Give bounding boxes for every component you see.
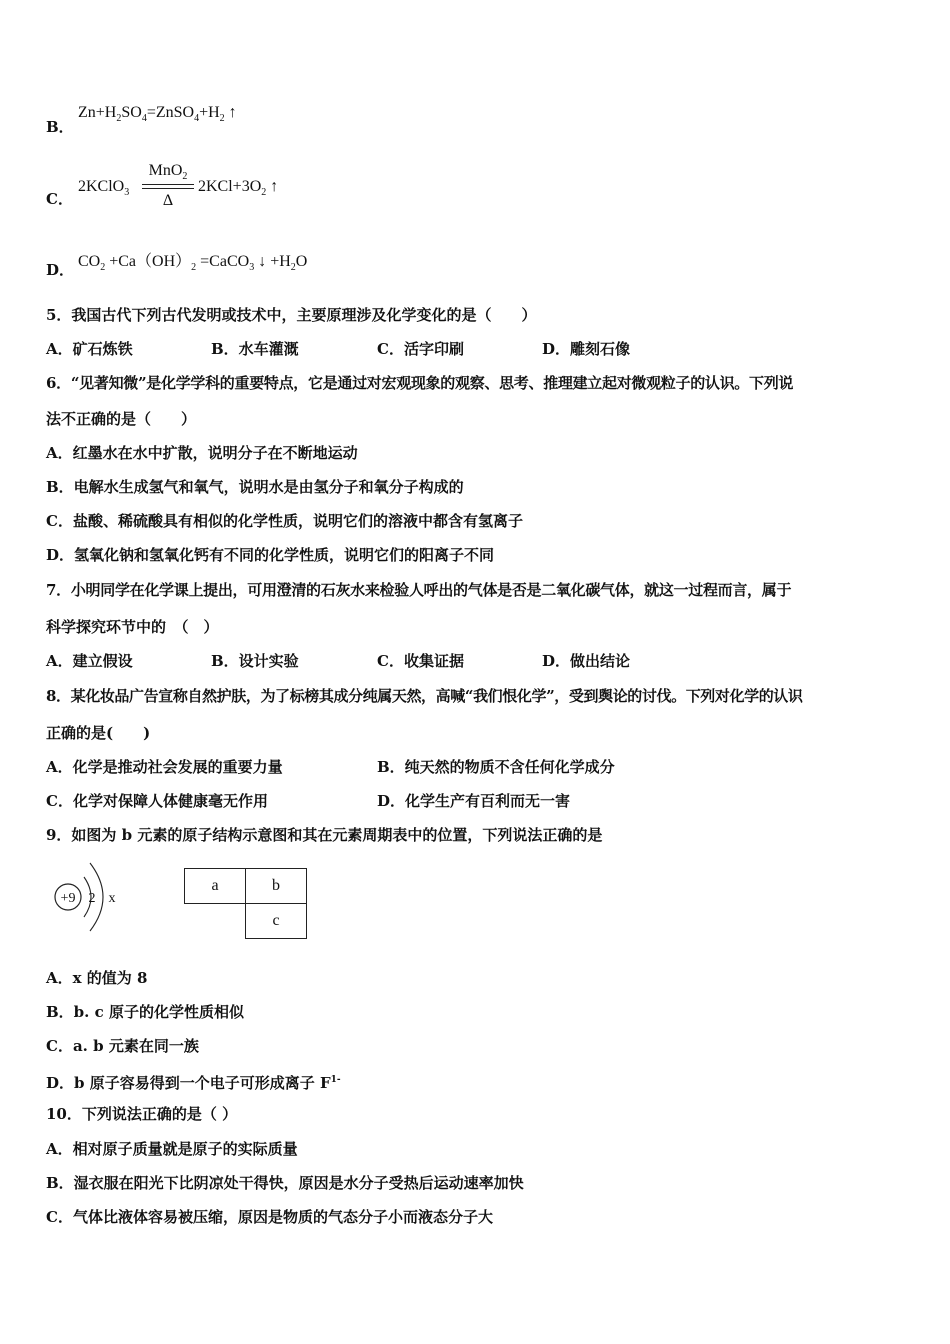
q6-stem-line1: 6．“见著知微”是化学学科的重要特点，它是通过对宏观现象的观察、思考、推理建立起对微观粒子的认识。下列说: [46, 374, 794, 392]
cell-c: c: [246, 904, 307, 939]
q4-option-c-label: C．: [46, 190, 73, 208]
shell2-electrons: x: [108, 891, 116, 906]
q6-option-b: B．电解水生成氢气和氧气，说明水是由氢分子和氧分子构成的: [46, 478, 464, 496]
cell-a: a: [185, 869, 246, 904]
q8-option-a: A．化学是推动社会发展的重要力量: [46, 758, 283, 776]
q9-option-d-sup: 1-: [330, 1075, 341, 1085]
q10-stem: 10．下列说法正确的是（ ）: [46, 1105, 238, 1123]
q9-option-d: D．b 原子容易得到一个电子可形成离子 F: [46, 1074, 331, 1092]
q4-option-c-products: $2KCl+3O_2$ ↑: [198, 178, 279, 199]
q5-option-a: A．矿石炼铁: [46, 340, 133, 358]
q7-option-b: B．设计实验: [211, 652, 299, 670]
periodic-table-fragment: [184, 868, 307, 939]
q4-option-c-equals-rule: [142, 184, 194, 189]
q9-option-d-wrap: [46, 1070, 341, 1093]
q10-option-a: A．相对原子质量就是原子的实际质量: [46, 1140, 298, 1158]
q4-option-b-equation: $Zn+H_2SO_4=ZnSO_4+H_2$ ↑: [78, 104, 237, 125]
shell1-electrons: 2: [88, 891, 96, 906]
q4-option-d-label: D．: [46, 261, 75, 279]
q9-option-b: B．b. c 原子的化学性质相似: [46, 1003, 244, 1021]
nucleus-charge: +9: [60, 891, 76, 906]
q5-option-c: C．活字印刷: [377, 340, 464, 358]
atom-structure-diagram: [48, 855, 128, 939]
q9-stem: 9．如图为 b 元素的原子结构示意图和其在元素周期表中的位置，下列说法正确的是: [46, 826, 603, 844]
q4-option-d-equation: $CO_2 +Ca(OH)_2$ =CaCO$_3$ ↓ $+H_2O$: [78, 253, 308, 274]
cell-b: b: [246, 869, 307, 904]
q4-option-c-heat: Δ: [162, 192, 174, 209]
q7-option-c: C．收集证据: [377, 652, 464, 670]
q7-option-a: A．建立假设: [46, 652, 133, 670]
q6-option-c: C．盐酸、稀硫酸具有相似的化学性质，说明它们的溶液中都含有氢离子: [46, 512, 523, 530]
q8-option-d: D．化学生产有百利而无一害: [377, 792, 571, 810]
q4-option-c-reactant: 2KClO$_3$: [78, 178, 130, 199]
q8-stem-line1: 8．某化妆品广告宣称自然护肤，为了标榜其成分纯属天然，高喊“我们恨化学”，受到舆论的讨伐。下列对化学的认识: [46, 687, 803, 705]
q5-option-d: D．雕刻石像: [542, 340, 631, 358]
q7-option-d: D．做出结论: [542, 652, 631, 670]
q9-option-a: A．x 的值为 8: [46, 969, 148, 987]
q8-option-b: B．纯天然的物质不含任何化学成分: [377, 758, 615, 776]
q10-option-b: B．湿衣服在阳光下比阴凉处干得快，原因是水分子受热后运动速率加快: [46, 1174, 524, 1192]
cell-empty: [185, 904, 246, 939]
q6-stem-line2: 法不正确的是（ ）: [46, 410, 197, 428]
q7-stem-line1: 7．小明同学在化学课上提出，可用澄清的石灰水来检验人呼出的气体是否是二氧化碳气体，就这一过程而言，属于: [46, 581, 792, 599]
q10-option-c: C．气体比液体容易被压缩，原因是物质的气态分子小而液态分子大: [46, 1208, 493, 1226]
q5-option-b: B．水车灌溉: [211, 340, 299, 358]
q8-stem-line2: 正确的是( ): [46, 724, 151, 742]
q4-option-b-label: B．: [46, 118, 74, 136]
q4-option-c-catalyst: MnO$_2$: [148, 162, 188, 183]
q9-option-c: C．a. b 元素在同一族: [46, 1037, 199, 1055]
q8-option-c: C．化学对保障人体健康毫无作用: [46, 792, 268, 810]
q7-stem-line2: 科学探究环节中的 （ ）: [46, 618, 219, 636]
q6-option-a: A．红墨水在水中扩散，说明分子在不断地运动: [46, 444, 358, 462]
q6-option-d: D．氢氧化钠和氢氧化钙有不同的化学性质，说明它们的阳离子不同: [46, 546, 495, 564]
q5-stem: 5．我国古代下列古代发明或技术中，主要原理涉及化学变化的是（ ）: [46, 306, 537, 324]
